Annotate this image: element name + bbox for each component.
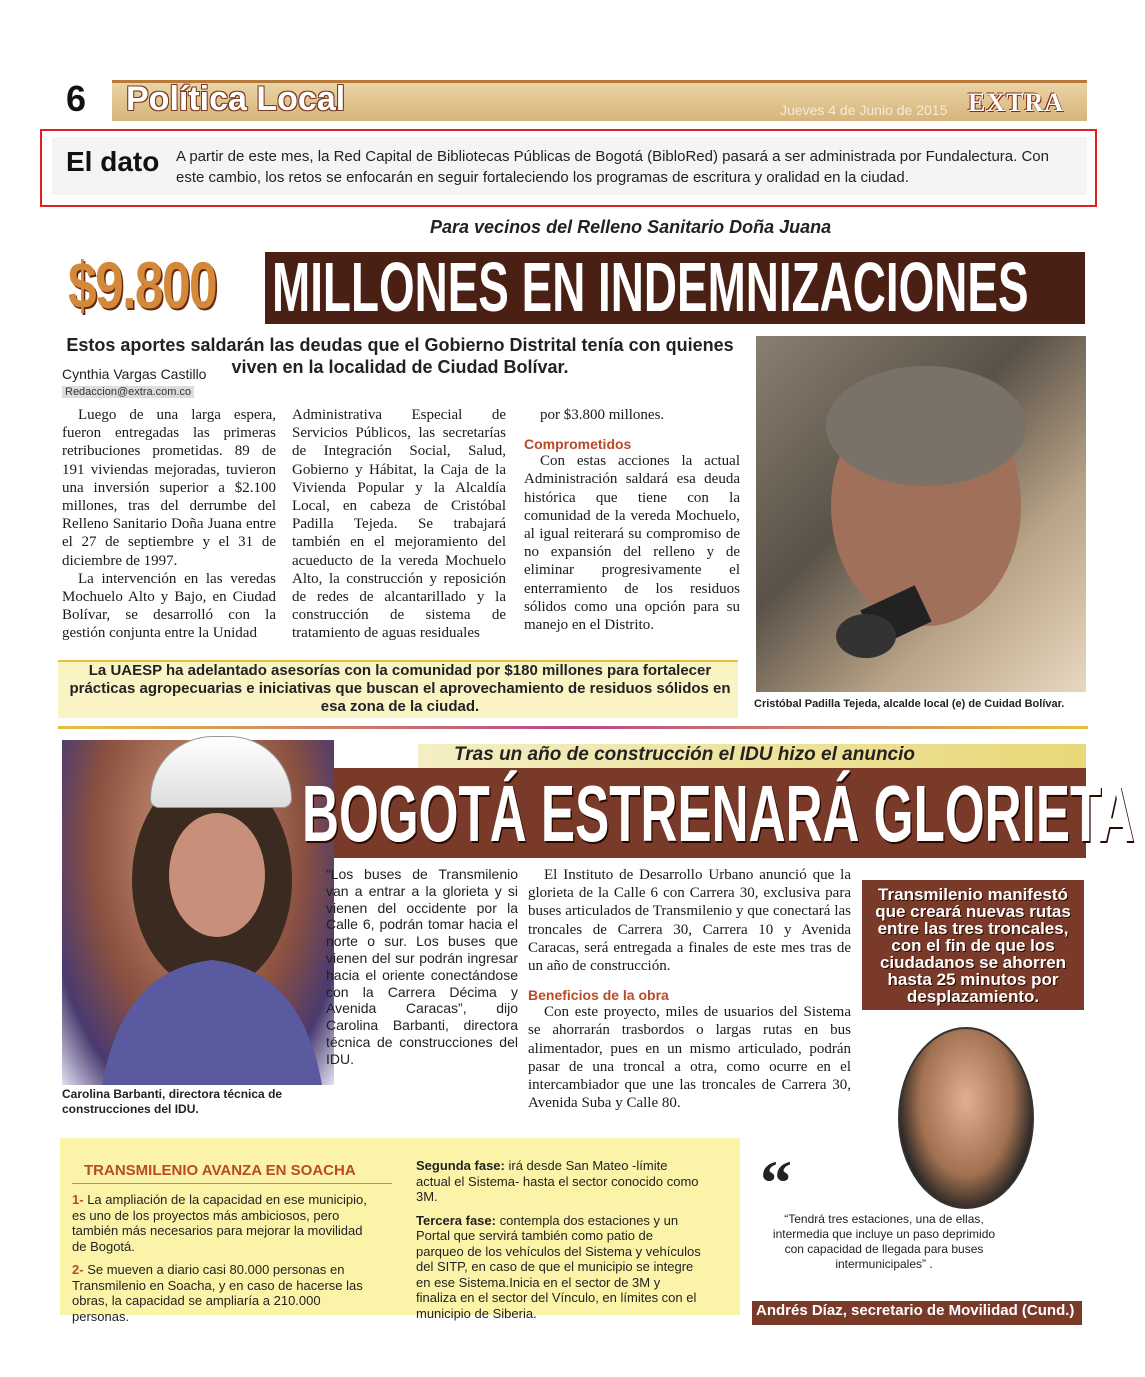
sidebar-rule (72, 1183, 392, 1184)
story1-kicker: Para vecinos del Relleno Sanitario Doña Juana (430, 217, 832, 237)
quote-text: “Tendrá tres estaciones, una de ellas, intermedia que incluye un paso deprimido con capacidad de llegada para buses intermunicipales” . (772, 1212, 996, 1271)
subhead-comprometidos: Comprometidos (524, 436, 632, 453)
fase-text: contempla dos estaciones y un Portal que servirá también como patio de parqueo de los vehículos del Sistema y vehículos del SITP, en caso de que el municipio se integre en ese Sistema.Inicia en el sector de 3M y finaliza en el sector del Vínculo, en límites con el municipio de Siberia. (416, 1212, 701, 1321)
item-text: La ampliación de la capacidad en ese municipio, es uno de los proyectos más ambiciosos, pero también más necesarios para mejorar la movilidad de Bogotá. (72, 1192, 367, 1254)
fase-label: Segunda fase: (416, 1158, 505, 1173)
fase-text: irá desde San Mateo -límite actual el Sistema- hasta el sector conocido como 3M. (416, 1158, 699, 1204)
sidebar-item (416, 1158, 701, 1205)
photo-caption: Carolina Barbanti, directora técnica de construcciones del IDU. (62, 1087, 283, 1116)
byline-email: Redaccion@extra.com.co (62, 386, 194, 398)
item-number: 1- (72, 1192, 84, 1207)
newspaper-logo: EXTRA (968, 88, 1065, 117)
sidebar-column-1 (72, 1192, 372, 1332)
subhead-beneficios: Beneficios de la obra (528, 987, 669, 1004)
story1-pullquote: La UAESP ha adelantado asesorías con la comunidad por $180 millones para fortalecer prácticas agropecuarias e iniciativas que buscan el aprovechamiento de residuos sólidos en esa zona de la ciudad. (69, 662, 731, 715)
quote-attribution: Andrés Díaz, secretario de Movilidad (Cund.) (756, 1302, 1075, 1319)
story2-pullquote: Transmilenio manifestó que creará nuevas rutas entre las tres troncales, con el fin de que los ciudadanos se ahorren hasta 25 minutos por desplazamiento. (875, 885, 1071, 1006)
photo-cristobal-padilla (756, 336, 1086, 692)
story2-column (528, 866, 851, 1112)
sidebar-column-2 (416, 1158, 701, 1329)
paragraph: El Instituto de Desarrollo Urbano anunció que la glorieta de la Calle 6 con Carrera 30, exclusiva para buses articulados de Transmilenio y que conectará las troncales de Carrera 30, Carrera 10 y Avenida Caracas, será entregada a finales de este mes tras de un año de construcción. (528, 867, 851, 975)
story2-quote-column: “Los buses de Transmilenio van a entrar a la glorieta y si vienen del occidente por la Calle 6, podrán tomar hacia el norte o sur. Los buses que vienen del sur podrán ingresar hacia el oriente conectándose con la Carrera Décima y Avenida Caracas”, dijo Carolina Barbanti, directora técnica de construcciones del IDU. (326, 866, 518, 1067)
story1-column-3 (524, 406, 740, 634)
story1-amount: $9.800 (68, 248, 217, 322)
paragraph: La intervención en las veredas Mochuelo Alto y Bajo, en Ciudad Bolívar, se desarrolló con la gestión conjunta entre la Unidad (62, 570, 276, 642)
fase-label: Tercera fase: (416, 1212, 496, 1228)
item-number: 2- (72, 1262, 84, 1277)
story2-kicker: Tras un año de construcción el IDU hizo el anuncio (454, 744, 916, 765)
story1-column-2 (292, 406, 506, 643)
sidebar-item (416, 1213, 701, 1322)
quote-mark: “ (760, 1147, 792, 1218)
paragraph: Administrativa Especial de Servicios Públicos, las secretarías de Integración Social, Salud, Gobierno y Hábitat, la Caja de la Vivienda Popular y la Alcaldía Local, en cabeza de Cristóbal Padilla Tejeda. Se trabajará también en el mejoramiento del acueducto de la vereda Mochuelo Alto, la construcción y reposición de redes de alcantarillado y la construcción de sistema de tratamiento de aguas residuales (292, 407, 506, 642)
byline: Cynthia Vargas Castillo (62, 366, 207, 382)
story1-headline: MILLONES EN INDEMNIZACIONES (272, 248, 1029, 326)
photo-andres-diaz (898, 1027, 1034, 1209)
paragraph: Con estas acciones la actual Administración saldará esa deuda histórica que tiene con la comunidad de la vereda Mochuelo, al igual reiterará su compromiso de no expansión del relleno y de eliminar progresivamente el enterramiento de los residuos sólidos como una opción para su manejo en el Distrito. (524, 453, 740, 634)
sidebar-item (72, 1192, 372, 1254)
item-text: Se mueven a diario casi 80.000 personas en Transmilenio en Soacha, y en caso de hacerse las obras, la capacidad se ampliaría a 210.000 personas. (72, 1262, 363, 1324)
sidebar-item (72, 1262, 372, 1324)
section-divider (58, 726, 1088, 729)
sidebar-title: TRANSMILENIO AVANZA EN SOACHA (84, 1162, 356, 1179)
paragraph: Con este proyecto, miles de usuarios del Sistema se ahorrarán trasbordos o largas rutas en bus alimentador, pues en un mismo articulado, podrán pasar de una troncal a otra, como ocurre en el intercambiador que une las troncales de Carrera 30, Avenida Suba y Calle 80. (528, 1004, 851, 1112)
photo-caption: Cristóbal Padilla Tejeda, alcalde local (e) de Cuidad Bolívar. (754, 698, 1065, 710)
dato-label: El dato (66, 146, 160, 177)
portrait-illustration (756, 336, 1086, 692)
issue-date: Jueves 4 de Junio de 2015 (780, 102, 948, 118)
paragraph: por $3.800 millones. (540, 407, 665, 423)
paragraph: Luego de una larga espera, fueron entregadas las primeras retribuciones prometidas. 89 de 191 viviendas mejoradas, tuvieron una inversión superior a $2.100 millones, tras del derrumbe del Relleno Sanitario Doña Juana entre el 27 de septiembre y el 31 de diciembre de 1997. (62, 407, 276, 569)
dato-text: A partir de este mes, la Red Capital de Bibliotecas Públicas de Bogotá (BibloRed) pasará a ser administrada por Fundalectura. Con este cambio, los retos se enfocarán en seguir fortaleciendo los programas de escritura y oralidad en la ciudad. (176, 148, 1049, 186)
page-number: 6 (66, 78, 87, 119)
story1-deck: Estos aportes saldarán las deudas que el Gobierno Distrital tenía con quienes viven en la localidad de Ciudad Bolívar. (66, 335, 734, 377)
story1-column-1 (62, 406, 276, 643)
section-title: Política Local (126, 80, 346, 118)
story2-headline: BOGOTÁ ESTRENARÁ GLORIETA (302, 769, 1135, 858)
